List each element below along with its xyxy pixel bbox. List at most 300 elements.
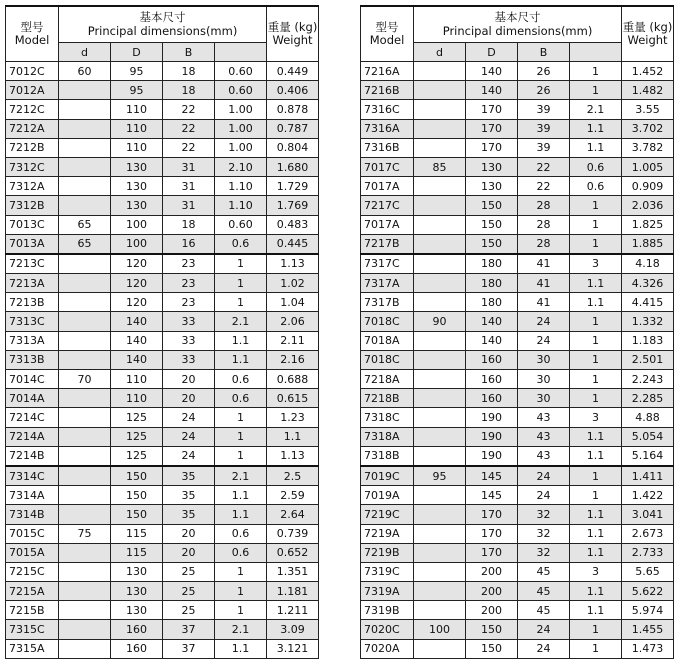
model-cell: 7215A: [6, 582, 59, 601]
width-B-cell: 24: [518, 312, 570, 331]
table-row: [6, 408, 319, 427]
outer-D-cell: 120: [111, 293, 163, 312]
bore-d-cell: [59, 138, 111, 157]
weight-header-cn: 重量 (kg): [622, 19, 673, 34]
radius-r-cell: 1: [570, 389, 622, 408]
width-B-cell: 35: [163, 466, 215, 486]
table-row: [361, 582, 674, 601]
bore-d-cell: [414, 177, 466, 196]
table-row: [361, 157, 674, 176]
width-B-cell: 39: [518, 138, 570, 157]
radius-r-cell: 1: [570, 370, 622, 389]
model-cell: 7015C: [6, 524, 59, 543]
model-cell: 7019A: [361, 486, 414, 505]
table-row: [361, 234, 674, 254]
model-cell: 7213C: [6, 254, 59, 274]
radius-r-cell: 1: [570, 62, 622, 81]
outer-D-cell: 180: [466, 274, 518, 293]
width-B-cell: 23: [163, 254, 215, 274]
width-B-cell: 45: [518, 562, 570, 581]
bore-d-cell: [59, 562, 111, 581]
outer-D-cell: 110: [111, 119, 163, 138]
table-row: [361, 293, 674, 312]
table-row: [361, 274, 674, 293]
model-cell: 7212A: [6, 119, 59, 138]
bore-d-cell: [414, 505, 466, 524]
bore-d-cell: 100: [414, 620, 466, 639]
table-row: [361, 254, 674, 274]
radius-r-cell: 1.1: [570, 119, 622, 138]
outer-D-cell: 190: [466, 408, 518, 427]
radius-r-cell: 1.1: [215, 639, 267, 658]
model-cell: 7316C: [361, 100, 414, 119]
bore-d-cell: [414, 601, 466, 620]
weight-cell: 1.825: [622, 215, 674, 234]
col-D-header: D: [466, 43, 518, 62]
radius-r-cell: 2.1: [215, 466, 267, 486]
bore-d-cell: [414, 543, 466, 562]
weight-cell: 0.652: [267, 543, 319, 562]
table-row: [6, 293, 319, 312]
bore-d-cell: [59, 350, 111, 369]
table-row: [6, 81, 319, 100]
outer-D-cell: 170: [466, 543, 518, 562]
bore-d-cell: [414, 331, 466, 350]
weight-cell: 1.02: [267, 274, 319, 293]
width-B-cell: 39: [518, 100, 570, 119]
outer-D-cell: 140: [111, 350, 163, 369]
table-row: [361, 312, 674, 331]
bore-d-cell: [414, 293, 466, 312]
bore-d-cell: [59, 505, 111, 524]
outer-D-cell: 110: [111, 100, 163, 119]
weight-cell: 3.782: [622, 138, 674, 157]
table-row: [361, 601, 674, 620]
model-cell: 7216A: [361, 62, 414, 81]
table-row: [6, 582, 319, 601]
table-row: [361, 196, 674, 215]
outer-D-cell: 125: [111, 408, 163, 427]
table-row: [361, 389, 674, 408]
width-B-cell: 30: [518, 350, 570, 369]
radius-r-cell: 0.60: [215, 215, 267, 234]
table-row: [361, 446, 674, 466]
model-cell: 7313C: [6, 312, 59, 331]
radius-r-cell: 1.1: [570, 427, 622, 446]
col-B-header: B: [163, 43, 215, 62]
radius-r-cell: 1.1: [570, 446, 622, 466]
model-cell: 7014C: [6, 370, 59, 389]
outer-D-cell: 140: [466, 62, 518, 81]
bore-d-cell: [414, 234, 466, 254]
radius-r-cell: 1: [570, 81, 622, 100]
weight-cell: 1.005: [622, 157, 674, 176]
radius-r-cell: 1: [215, 427, 267, 446]
table-row: [6, 274, 319, 293]
model-cell: 7312A: [6, 177, 59, 196]
width-B-cell: 32: [518, 505, 570, 524]
bore-d-cell: [414, 100, 466, 119]
width-B-cell: 18: [163, 62, 215, 81]
bore-d-cell: 70: [59, 370, 111, 389]
width-B-cell: 18: [163, 215, 215, 234]
outer-D-cell: 140: [466, 331, 518, 350]
table-row: [6, 370, 319, 389]
bore-d-cell: [59, 196, 111, 215]
col-d-header: d: [59, 43, 111, 62]
table-row: [6, 62, 319, 81]
width-B-cell: 20: [163, 389, 215, 408]
model-cell: 7317A: [361, 274, 414, 293]
outer-D-cell: 115: [111, 543, 163, 562]
weight-cell: 2.501: [622, 350, 674, 369]
weight-cell: 1.455: [622, 620, 674, 639]
model-cell: 7316B: [361, 138, 414, 157]
bore-d-cell: [59, 274, 111, 293]
weight-cell: 1.729: [267, 177, 319, 196]
radius-r-cell: 1.00: [215, 100, 267, 119]
radius-r-cell: 2.1: [215, 312, 267, 331]
weight-cell: 1.769: [267, 196, 319, 215]
model-cell: 7214A: [6, 427, 59, 446]
outer-D-cell: 180: [466, 254, 518, 274]
bore-d-cell: 95: [414, 466, 466, 486]
model-cell: 7217C: [361, 196, 414, 215]
bore-d-cell: [59, 254, 111, 274]
model-header-cn: 型号: [375, 19, 399, 34]
bore-d-cell: [414, 408, 466, 427]
outer-D-cell: 140: [466, 81, 518, 100]
weight-cell: 1.13: [267, 446, 319, 466]
outer-D-cell: 150: [466, 234, 518, 254]
width-B-cell: 24: [518, 466, 570, 486]
weight-cell: 4.88: [622, 408, 674, 427]
width-B-cell: 35: [163, 505, 215, 524]
model-cell: 7020C: [361, 620, 414, 639]
weight-cell: 5.974: [622, 601, 674, 620]
table-row: [361, 620, 674, 639]
radius-r-cell: 2.10: [215, 157, 267, 176]
model-cell: 7212C: [6, 100, 59, 119]
radius-r-cell: 3: [570, 408, 622, 427]
weight-cell: 1.411: [622, 466, 674, 486]
weight-cell: 1.482: [622, 81, 674, 100]
model-cell: 7018A: [361, 331, 414, 350]
table-row: [6, 466, 319, 486]
weight-cell: 1.885: [622, 234, 674, 254]
radius-r-cell: 0.60: [215, 62, 267, 81]
table-row: [6, 639, 319, 658]
weight-cell: 0.449: [267, 62, 319, 81]
radius-r-cell: 1.10: [215, 177, 267, 196]
weight-cell: 0.445: [267, 234, 319, 254]
outer-D-cell: 190: [466, 427, 518, 446]
model-cell: 7213A: [6, 274, 59, 293]
table-row: [6, 100, 319, 119]
model-cell: 7213B: [6, 293, 59, 312]
outer-D-cell: 95: [111, 62, 163, 81]
table-row: [361, 408, 674, 427]
table-row: [6, 312, 319, 331]
width-B-cell: 31: [163, 196, 215, 215]
width-B-cell: 26: [518, 81, 570, 100]
model-cell: 7316A: [361, 119, 414, 138]
radius-r-cell: 0.6: [215, 370, 267, 389]
width-B-cell: 20: [163, 524, 215, 543]
weight-cell: 5.65: [622, 562, 674, 581]
weight-cell: 2.5: [267, 466, 319, 486]
table-row: [6, 543, 319, 562]
weight-cell: 3.55: [622, 100, 674, 119]
bore-d-cell: [414, 254, 466, 274]
outer-D-cell: 130: [111, 582, 163, 601]
weight-cell: 2.243: [622, 370, 674, 389]
bore-d-cell: [59, 408, 111, 427]
bore-d-cell: [414, 524, 466, 543]
table-row: [361, 62, 674, 81]
model-cell: 7018C: [361, 312, 414, 331]
outer-D-cell: 170: [466, 505, 518, 524]
table-row: [361, 370, 674, 389]
weight-cell: 1.680: [267, 157, 319, 176]
dimensions-header: [59, 6, 267, 43]
radius-r-cell: 1: [570, 215, 622, 234]
bore-d-cell: [59, 466, 111, 486]
header-row: [361, 6, 674, 43]
outer-D-cell: 130: [111, 601, 163, 620]
weight-cell: 1.04: [267, 293, 319, 312]
outer-D-cell: 150: [466, 620, 518, 639]
weight-cell: 3.121: [267, 639, 319, 658]
weight-cell: 3.041: [622, 505, 674, 524]
radius-r-cell: 1: [570, 196, 622, 215]
table-row: [6, 601, 319, 620]
table-row: [6, 562, 319, 581]
bore-d-cell: [414, 138, 466, 157]
radius-r-cell: 1.1: [215, 331, 267, 350]
width-B-cell: 37: [163, 620, 215, 639]
model-cell: 7017A: [361, 215, 414, 234]
width-B-cell: 31: [163, 157, 215, 176]
outer-D-cell: 160: [111, 620, 163, 639]
table-row: [6, 446, 319, 466]
model-cell: 7219A: [361, 524, 414, 543]
width-B-cell: 28: [518, 234, 570, 254]
model-cell: 7212B: [6, 138, 59, 157]
col-B-header: B: [518, 43, 570, 62]
table-row: [361, 119, 674, 138]
bore-d-cell: [59, 177, 111, 196]
table-row: [6, 254, 319, 274]
model-header-en: Model: [14, 33, 50, 47]
weight-header: [622, 6, 674, 62]
weight-cell: 0.804: [267, 138, 319, 157]
weight-cell: 3.09: [267, 620, 319, 639]
radius-r-cell: 1: [215, 408, 267, 427]
bore-d-cell: [59, 389, 111, 408]
model-cell: 7215B: [6, 601, 59, 620]
width-B-cell: 22: [163, 138, 215, 157]
radius-r-cell: 1: [570, 234, 622, 254]
table-row: [6, 157, 319, 176]
model-cell: 7013A: [6, 234, 59, 254]
outer-D-cell: 130: [111, 157, 163, 176]
table-row: [361, 177, 674, 196]
model-cell: 7017A: [361, 177, 414, 196]
bore-d-cell: [59, 157, 111, 176]
outer-D-cell: 200: [466, 601, 518, 620]
radius-r-cell: 1: [570, 350, 622, 369]
bore-d-cell: 60: [59, 62, 111, 81]
model-cell: 7014A: [6, 389, 59, 408]
bore-d-cell: [414, 486, 466, 505]
outer-D-cell: 170: [466, 119, 518, 138]
dimensions-header: [414, 6, 622, 43]
radius-r-cell: 1.1: [570, 293, 622, 312]
weight-cell: 1.473: [622, 639, 674, 658]
radius-r-cell: 1: [215, 293, 267, 312]
weight-cell: 1.13: [267, 254, 319, 274]
outer-D-cell: 190: [466, 446, 518, 466]
weight-cell: 4.326: [622, 274, 674, 293]
bore-d-cell: [59, 639, 111, 658]
width-B-cell: 24: [163, 427, 215, 446]
width-B-cell: 20: [163, 370, 215, 389]
bore-d-cell: [59, 312, 111, 331]
outer-D-cell: 140: [111, 312, 163, 331]
table-row: [6, 119, 319, 138]
weight-cell: 1.181: [267, 582, 319, 601]
width-B-cell: 24: [163, 446, 215, 466]
width-B-cell: 39: [518, 119, 570, 138]
table-row: [6, 177, 319, 196]
model-cell: 7314A: [6, 486, 59, 505]
bore-d-cell: [59, 81, 111, 100]
radius-r-cell: 0.6: [570, 177, 622, 196]
weight-cell: 0.406: [267, 81, 319, 100]
bore-d-cell: [59, 486, 111, 505]
weight-cell: 4.18: [622, 254, 674, 274]
width-B-cell: 16: [163, 234, 215, 254]
col-r-header: [570, 43, 622, 62]
bore-d-cell: [59, 582, 111, 601]
outer-D-cell: 150: [111, 505, 163, 524]
model-cell: 7216B: [361, 81, 414, 100]
weight-header-cn: 重量 (kg): [267, 19, 318, 34]
table-row: [361, 100, 674, 119]
width-B-cell: 24: [518, 620, 570, 639]
radius-r-cell: 1: [215, 582, 267, 601]
weight-cell: 1.351: [267, 562, 319, 581]
radius-r-cell: 1: [215, 446, 267, 466]
col-d-header: d: [414, 43, 466, 62]
table-row: [361, 466, 674, 486]
dimensions-header-en: Principal dimensions(mm): [87, 23, 238, 38]
width-B-cell: 45: [518, 582, 570, 601]
model-cell: 7018C: [361, 350, 414, 369]
weight-cell: 2.733: [622, 543, 674, 562]
weight-header-en: Weight: [627, 33, 668, 47]
table-row: [6, 215, 319, 234]
radius-r-cell: 1.1: [570, 138, 622, 157]
outer-D-cell: 150: [466, 215, 518, 234]
width-B-cell: 43: [518, 446, 570, 466]
radius-r-cell: 1: [215, 601, 267, 620]
col-r-header: [215, 43, 267, 62]
weight-header: [267, 6, 319, 62]
width-B-cell: 22: [518, 157, 570, 176]
radius-r-cell: 1: [570, 466, 622, 486]
table-row: [361, 486, 674, 505]
col-D-header: D: [111, 43, 163, 62]
outer-D-cell: 170: [466, 100, 518, 119]
weight-cell: 3.702: [622, 119, 674, 138]
outer-D-cell: 170: [466, 138, 518, 157]
outer-D-cell: 95: [111, 81, 163, 100]
bore-d-cell: [59, 100, 111, 119]
outer-D-cell: 130: [111, 196, 163, 215]
table-row: [361, 331, 674, 350]
table-row: [6, 138, 319, 157]
weight-cell: 5.054: [622, 427, 674, 446]
model-cell: 7012A: [6, 81, 59, 100]
radius-r-cell: 2.1: [215, 620, 267, 639]
dimensions-header-cn: 基本尺寸: [494, 10, 541, 25]
bore-d-cell: [414, 196, 466, 215]
outer-D-cell: 150: [466, 196, 518, 215]
model-cell: 7219C: [361, 505, 414, 524]
width-B-cell: 33: [163, 312, 215, 331]
model-cell: 7319B: [361, 601, 414, 620]
radius-r-cell: 1.1: [570, 274, 622, 293]
width-B-cell: 32: [518, 543, 570, 562]
weight-cell: 1.23: [267, 408, 319, 427]
outer-D-cell: 130: [466, 157, 518, 176]
table-row: [361, 562, 674, 581]
width-B-cell: 45: [518, 601, 570, 620]
radius-r-cell: 1: [570, 486, 622, 505]
weight-cell: 2.64: [267, 505, 319, 524]
dimensions-header-en: Principal dimensions(mm): [442, 23, 593, 38]
radius-r-cell: 1.1: [570, 524, 622, 543]
table-row: [361, 639, 674, 658]
bore-d-cell: [414, 119, 466, 138]
outer-D-cell: 110: [111, 389, 163, 408]
bore-d-cell: [414, 562, 466, 581]
bore-d-cell: [414, 81, 466, 100]
model-cell: 7315C: [6, 620, 59, 639]
width-B-cell: 32: [518, 524, 570, 543]
outer-D-cell: 140: [466, 312, 518, 331]
outer-D-cell: 120: [111, 274, 163, 293]
width-B-cell: 28: [518, 196, 570, 215]
table-row: [6, 331, 319, 350]
table-row: [361, 543, 674, 562]
width-B-cell: 18: [163, 81, 215, 100]
radius-r-cell: 1.00: [215, 138, 267, 157]
outer-D-cell: 110: [111, 370, 163, 389]
radius-r-cell: 2.1: [570, 100, 622, 119]
width-B-cell: 25: [163, 562, 215, 581]
model-cell: 7317B: [361, 293, 414, 312]
weight-cell: 0.787: [267, 119, 319, 138]
bore-d-cell: [59, 331, 111, 350]
weight-cell: 5.622: [622, 582, 674, 601]
weight-header-en: Weight: [272, 33, 313, 47]
width-B-cell: 25: [163, 582, 215, 601]
table-row: [361, 81, 674, 100]
model-cell: 7319C: [361, 562, 414, 581]
